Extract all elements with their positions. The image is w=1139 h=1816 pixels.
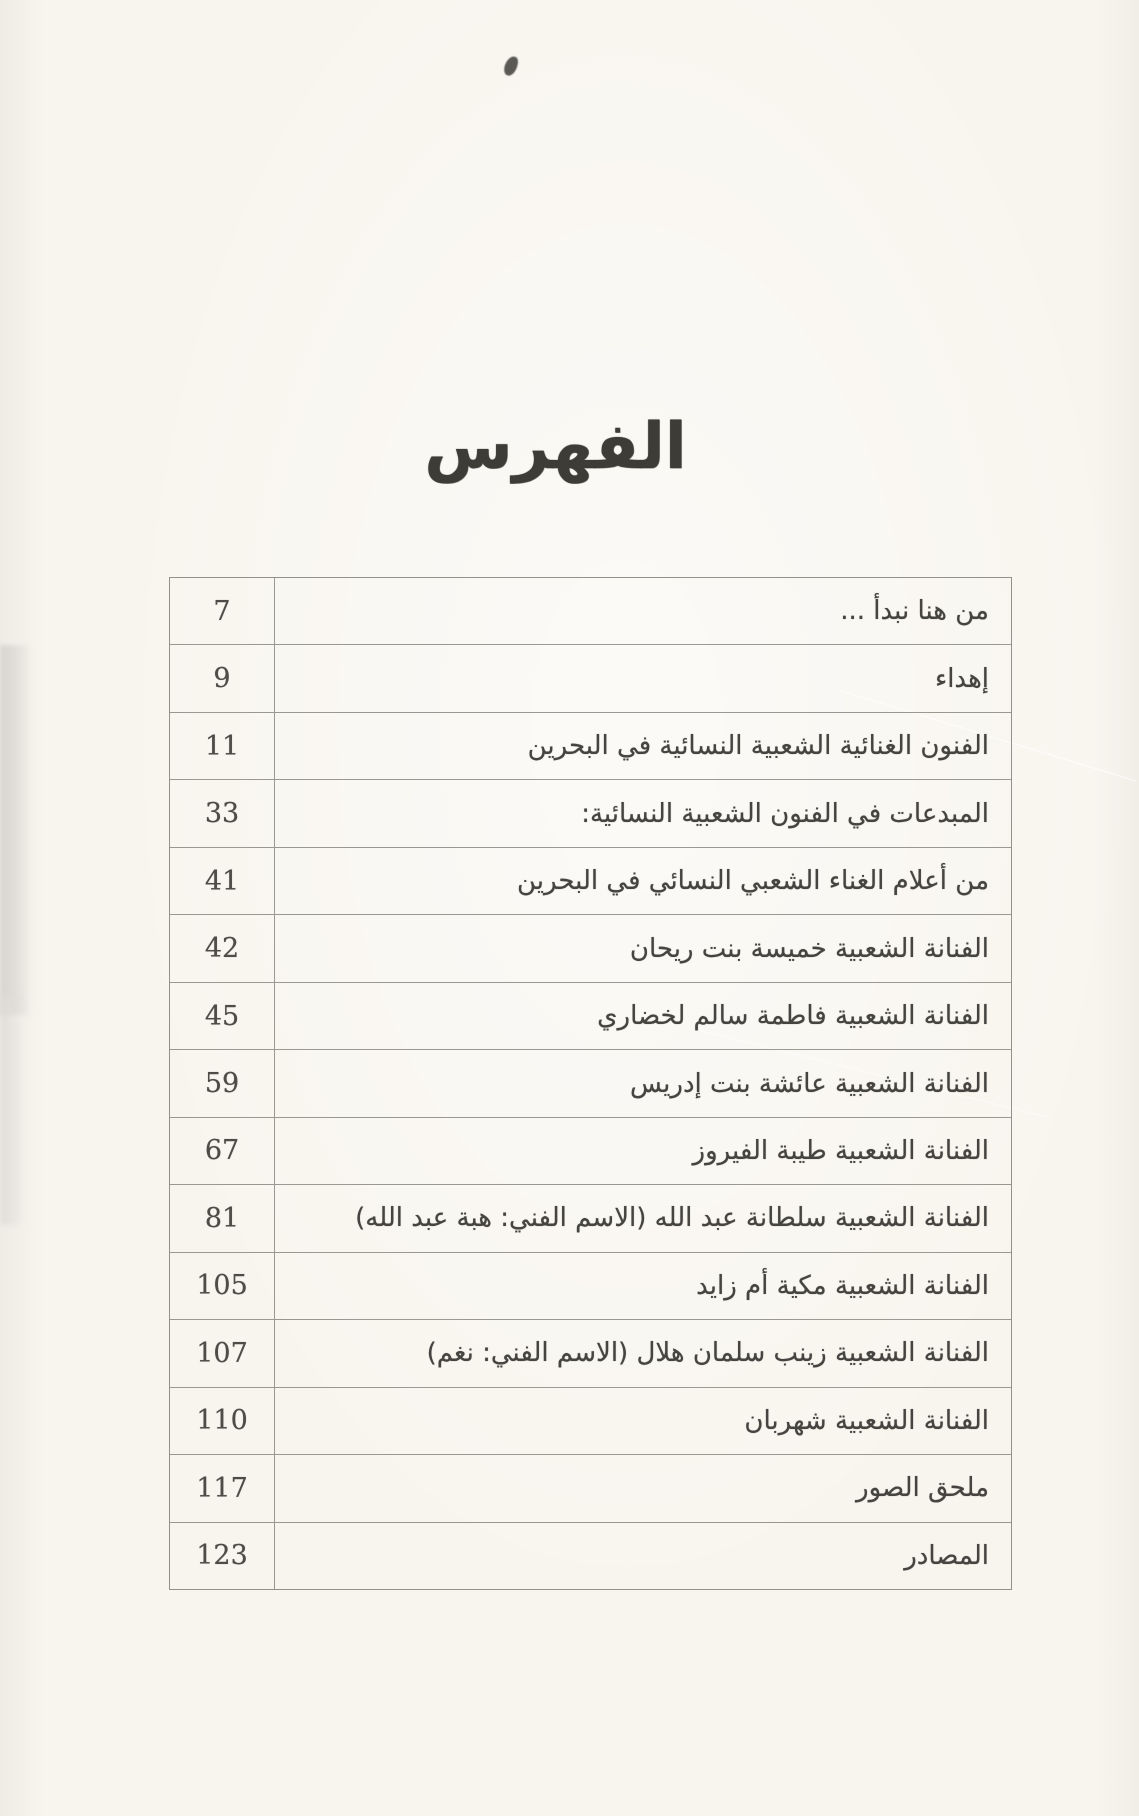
table-row (170, 780, 1011, 847)
page-number-cell: 107 (170, 1320, 275, 1386)
chapter-title-cell: من هنا نبدأ ... (840, 596, 989, 627)
page-number-cell: 117 (170, 1455, 275, 1521)
chapter-title-cell: ملحق الصور (856, 1473, 989, 1504)
table-row (170, 713, 1011, 780)
page-number-cell: 9 (170, 645, 275, 711)
table-row (170, 1050, 1011, 1117)
chapter-title-cell: من أعلام الغناء الشعبي النسائي في البحرين (517, 866, 989, 897)
chapter-title-cell: الفنون الغنائية الشعبية النسائية في البحرين (527, 731, 989, 762)
page-number-cell: 59 (170, 1050, 275, 1116)
page-number-cell: 41 (170, 848, 275, 914)
chapter-title-cell: الفنانة الشعبية فاطمة سالم لخضاري (597, 1001, 989, 1032)
table-row (170, 1185, 1011, 1252)
table-row (170, 1118, 1011, 1185)
page-number-cell: 67 (170, 1118, 275, 1184)
table-row (170, 1320, 1011, 1387)
chapter-title-cell: الفنانة الشعبية خميسة بنت ريحان (629, 933, 989, 964)
page-number-cell: 33 (170, 780, 275, 846)
chapter-title-cell: الفنانة الشعبية شهربان (744, 1405, 989, 1436)
page-number-cell: 81 (170, 1185, 275, 1251)
page-number-cell: 105 (170, 1253, 275, 1319)
scan-shadow-artifact (0, 645, 32, 1015)
scan-shadow-artifact (0, 995, 26, 1225)
page-number-cell: 110 (170, 1388, 275, 1454)
chapter-title-cell: المصادر (904, 1540, 989, 1571)
table-row (170, 1455, 1011, 1522)
chapter-title-cell: الفنانة الشعبية سلطانة عبد الله (الاسم الفني: هبة عبد الله) (355, 1203, 989, 1234)
page-title: الفهرس (424, 410, 687, 484)
table-row (170, 983, 1011, 1050)
chapter-title-cell: المبدعات في الفنون الشعبية النسائية: (581, 798, 989, 829)
chapter-title-cell: الفنانة الشعبية مكية أم زايد (696, 1270, 989, 1301)
chapter-title-cell: الفنانة الشعبية زينب سلمان هلال (الاسم الفني: نغم) (426, 1338, 989, 1369)
page-number-cell: 45 (170, 983, 275, 1049)
table-row (170, 645, 1011, 712)
table-row (170, 915, 1011, 982)
page-number-cell: 123 (170, 1523, 275, 1589)
table-of-contents (169, 577, 1012, 1590)
chapter-title-cell: الفنانة الشعبية طيبة الفيروز (692, 1135, 989, 1166)
page-number-cell: 11 (170, 713, 275, 779)
table-row (170, 1523, 1011, 1589)
table-row (170, 848, 1011, 915)
table-row (170, 578, 1011, 645)
chapter-title-cell: الفنانة الشعبية عائشة بنت إدريس (630, 1068, 989, 1099)
ink-speck-artifact (502, 55, 520, 78)
table-row (170, 1253, 1011, 1320)
chapter-title-cell: إهداء (934, 663, 989, 694)
table-row (170, 1388, 1011, 1455)
page-number-cell: 7 (170, 578, 275, 644)
page-number-cell: 42 (170, 915, 275, 981)
